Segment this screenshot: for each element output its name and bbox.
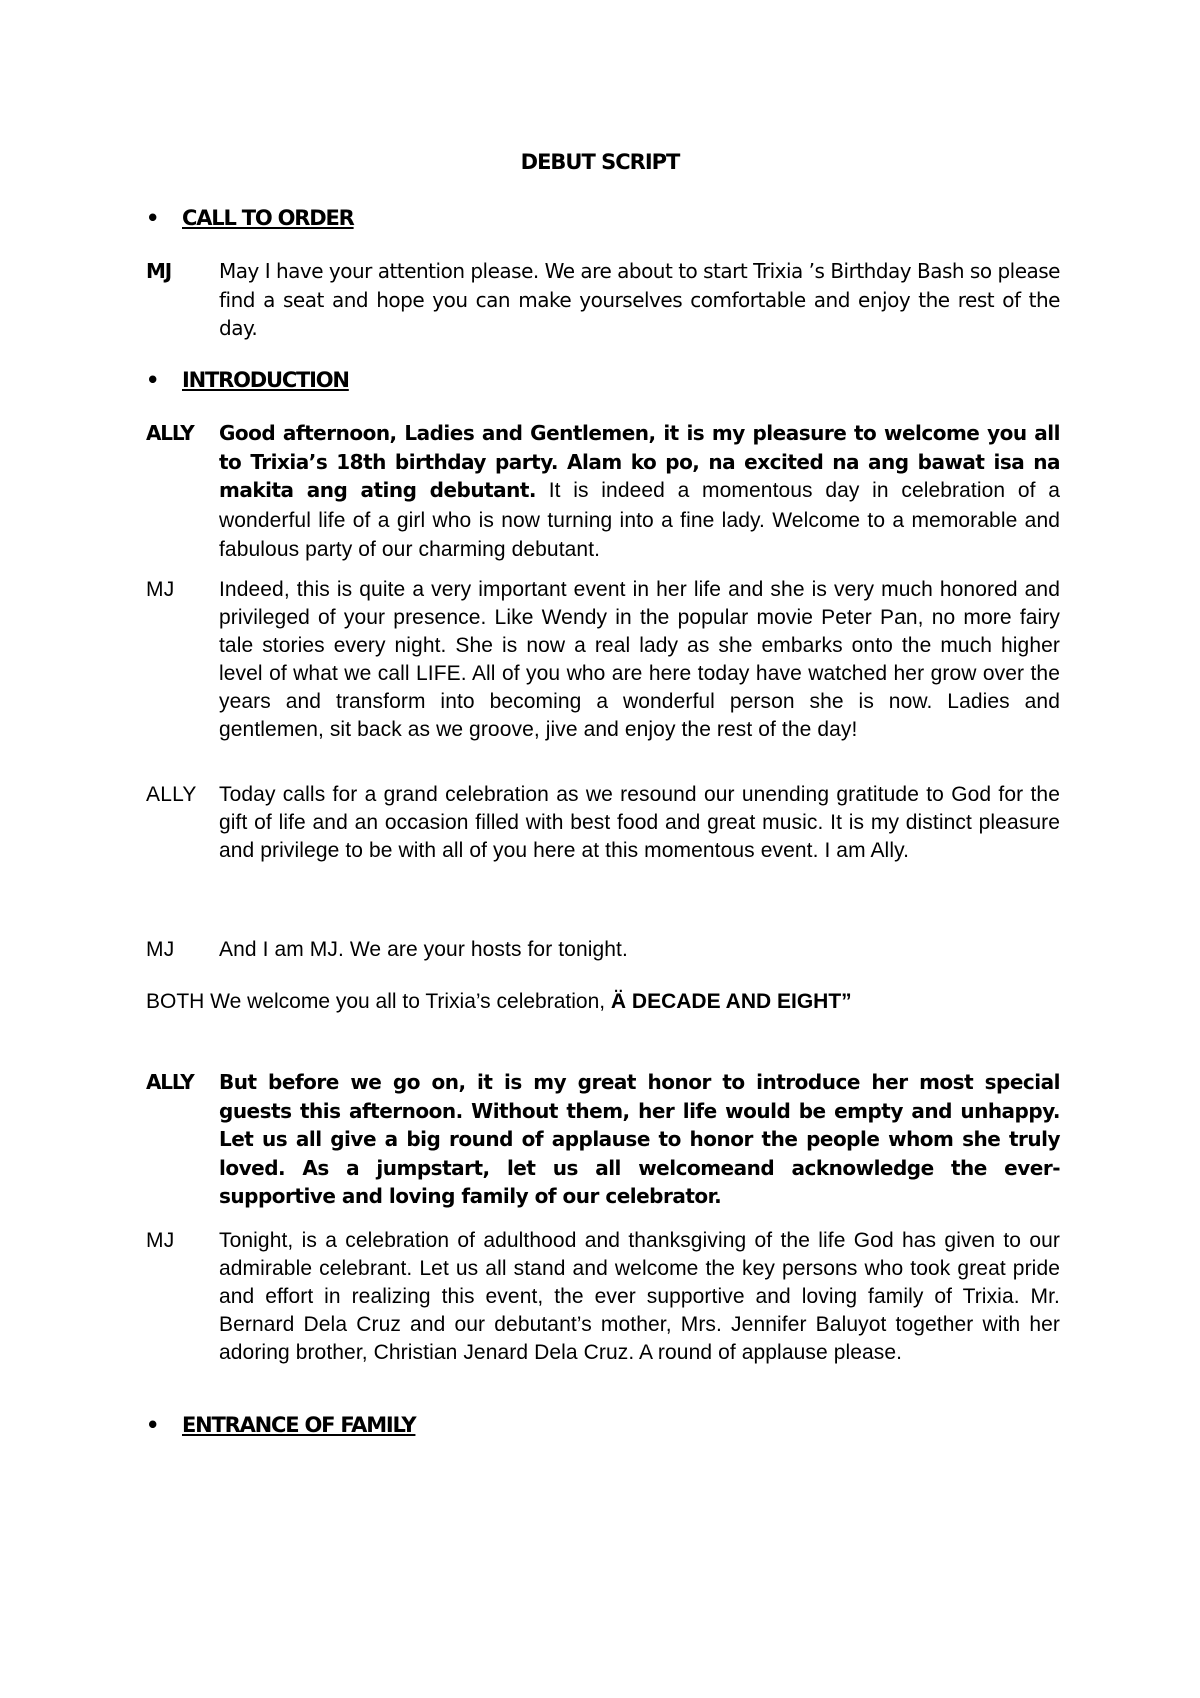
dialogue-text-bold: Good afternoon, Ladies and Gentlemen, it is my pleasure to welcome you all to Trixia’s 18th birthday party. Alam ko po, na excited na ang bawat isa na makita ang ating debutant. — [219, 421, 1060, 502]
dialogue-text: Tonight, is a celebration of adulthood and thanksgiving of the life God has given to our admirable celebrant. Let us all stand and welcome the key persons who took great pride and effort in realizing this event, the ever supportive and loving family of Trixia. Mr. Bernard Dela Cruz and our debutant’s mother, Mrs. Jennifer Baluyot together with her adoring brother, Christian Jenard Dela Cruz. A round of applause please. — [219, 1229, 1060, 1364]
event-name: Ä DECADE AND EIGHT” — [610, 990, 852, 1013]
speaker-label: MJ — [146, 259, 171, 283]
document-title: DEBUT SCRIPT — [520, 150, 680, 174]
dialogue-text: We welcome you all to Trixia’s celebration, — [204, 990, 611, 1013]
dialogue-text: Today calls for a grand celebration as we resound our unending gratitude to God for the gift of life and an occasion filled with best food and great music. It is my distinct pleasure and privilege to be with all of you here at this momentous event. I am Ally. — [219, 783, 1060, 862]
dialogue-text: Indeed, this is quite a very important event in her life and she is very much honored and privileged of your presence. Like Wendy in the popular movie Peter Pan, no more fairy tale stories every night. She is now a real lady as she embarks onto the much higher level of what we call LIFE. All of you who are here today have watched her grow over the years and transform into becoming a wonderful person she is now. Ladies and gentlemen, sit back as we groove, jive and enjoy the rest of the day! — [219, 578, 1060, 741]
section-heading-text: CALL TO ORDER — [182, 206, 354, 230]
bullet-icon: • — [146, 1413, 159, 1437]
speaker-label: BOTH — [146, 990, 205, 1013]
speaker-label: MJ — [146, 578, 175, 601]
bullet-icon: • — [146, 368, 159, 392]
section-heading-call-to-order — [146, 204, 354, 232]
dialogue-text: May I have your attention please. We are about to start Trixia ’s Birthday Bash so please find a seat and hope you can make yourselves comfortable and enjoy the rest of the day. — [219, 259, 1060, 340]
speaker-label: ALLY — [146, 783, 197, 806]
speaker-label: MJ — [146, 1229, 175, 1252]
section-heading-text: INTRODUCTION — [182, 368, 349, 392]
speaker-label: MJ — [146, 938, 175, 961]
section-heading-text: ENTRANCE OF FAMILY — [182, 1413, 416, 1437]
script-entry-both — [146, 988, 852, 1016]
dialogue-text: And I am MJ. We are your hosts for tonight. — [219, 938, 628, 961]
section-heading-entrance-of-family — [146, 1411, 415, 1439]
speaker-label: ALLY — [146, 1070, 194, 1094]
bullet-icon: • — [146, 206, 159, 230]
dialogue-text-regular: It is indeed a momentous day in celebration of a wonderful life of a girl who is now turning into a fine lady. Welcome to a memorable and fabulous party of our charming debutant. — [219, 479, 1061, 561]
speaker-label: ALLY — [146, 421, 194, 445]
dialogue-text: But before we go on, it is my great honor to introduce her most special guests this afternoon. Without them, her life would be empty and unhappy. Let us all give a big round of applause to honor the people whom she truly loved. As a jumpstart, let us all welcomeand acknowledge the ever-supportive and loving family of our celebrator. — [219, 1070, 1060, 1208]
dialogue-text — [219, 419, 1060, 565]
section-heading-introduction — [146, 366, 349, 394]
